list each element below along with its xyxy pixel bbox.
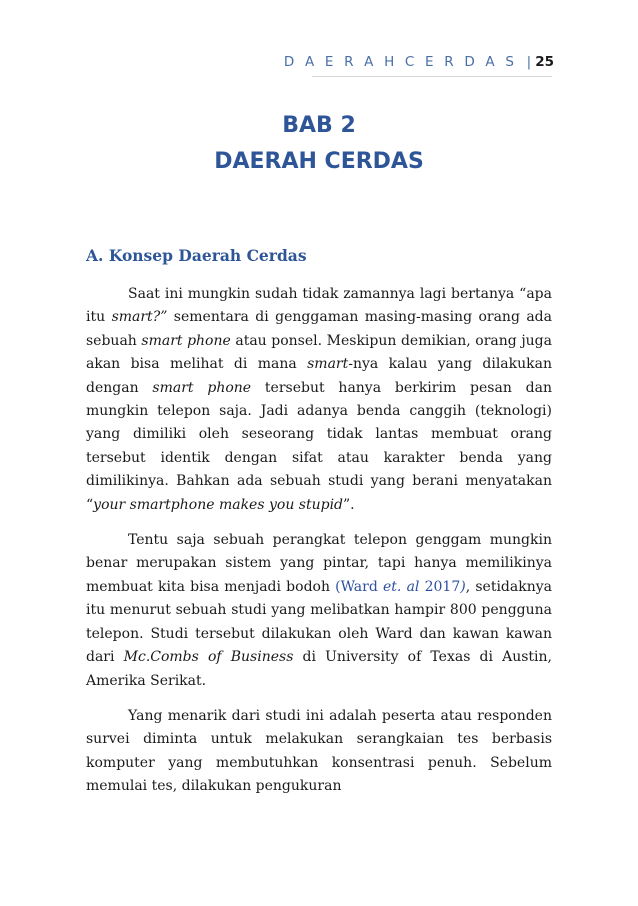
italic-term: Mc.Combs of Business xyxy=(123,649,294,666)
citation-author: (Ward xyxy=(335,578,384,595)
citation xyxy=(335,579,466,595)
citation-close: ) xyxy=(460,578,466,595)
italic-term: smart?” xyxy=(111,309,168,326)
italic-term: smart phone xyxy=(152,379,252,396)
text-run: Tentu saja sebuah perangkat telepon genggam mungkin benar merupakan sistem yang pintar, tapi hanya memilikinya membuat kita bisa menjadi bodoh xyxy=(86,532,552,595)
chapter-number: BAB 2 xyxy=(282,113,356,138)
running-title: D A E R A H C E R D A S xyxy=(283,54,518,70)
text-run: ”. xyxy=(343,496,355,513)
text-run: di University of Texas di Austin, Amerika Serikat. xyxy=(86,649,553,689)
running-header xyxy=(284,54,554,70)
text-run: Yang menarik dari studi ini adalah peserta atau responden survei diminta untuk melakukan serangkaian tes berbasis komputer yang membutuhkan konsentrasi penuh. Sebelum memulai tes, dilakukan pengukuran xyxy=(86,707,552,795)
text-run: tersebut hanya berkirim pesan dan mungkin telepon saja. Jadi adanya benda canggih (teknologi) yang dimiliki oleh seseorang tidak lantas membuat orang tersebut identik dengan sifat atau karakter benda yang dimilikinya. Bahkan ada sebuah studi yang berani menyatakan “ xyxy=(86,379,552,513)
text-run: , setidaknya itu menurut sebuah studi yang melibatkan hampir 800 pengguna telepon. Studi tersebut dilakukan oleh Ward dan kawan kawan dari xyxy=(86,578,552,666)
text-run: sementara di genggaman masing-masing orang ada sebuah xyxy=(86,309,552,349)
citation-etal: et. al xyxy=(383,578,420,595)
chapter-heading xyxy=(86,108,552,180)
paragraph-1 xyxy=(86,283,552,517)
citation-year: 2017 xyxy=(419,578,461,595)
page-number: 25 xyxy=(535,54,554,70)
header-rule xyxy=(312,76,552,77)
italic-term: smart xyxy=(307,356,349,373)
section-heading: A. Konsep Daerah Cerdas xyxy=(86,246,307,265)
chapter-title: DAERAH CERDAS xyxy=(214,149,424,174)
text-run: atau ponsel. Meskipun demikian, orang juga akan bisa melihat di mana xyxy=(86,332,552,373)
header-separator: | xyxy=(526,54,532,70)
text-run: Saat ini mungkin sudah tidak zamannya lagi bertanya “apa itu xyxy=(86,286,552,326)
italic-term: smart phone xyxy=(141,332,231,349)
italic-quote: your smartphone makes you stupid xyxy=(93,496,344,513)
paragraph-2 xyxy=(86,529,552,693)
body-text xyxy=(86,283,552,811)
text-run: -nya kalau yang dilakukan dengan xyxy=(86,356,552,396)
paragraph-3 xyxy=(86,705,552,799)
